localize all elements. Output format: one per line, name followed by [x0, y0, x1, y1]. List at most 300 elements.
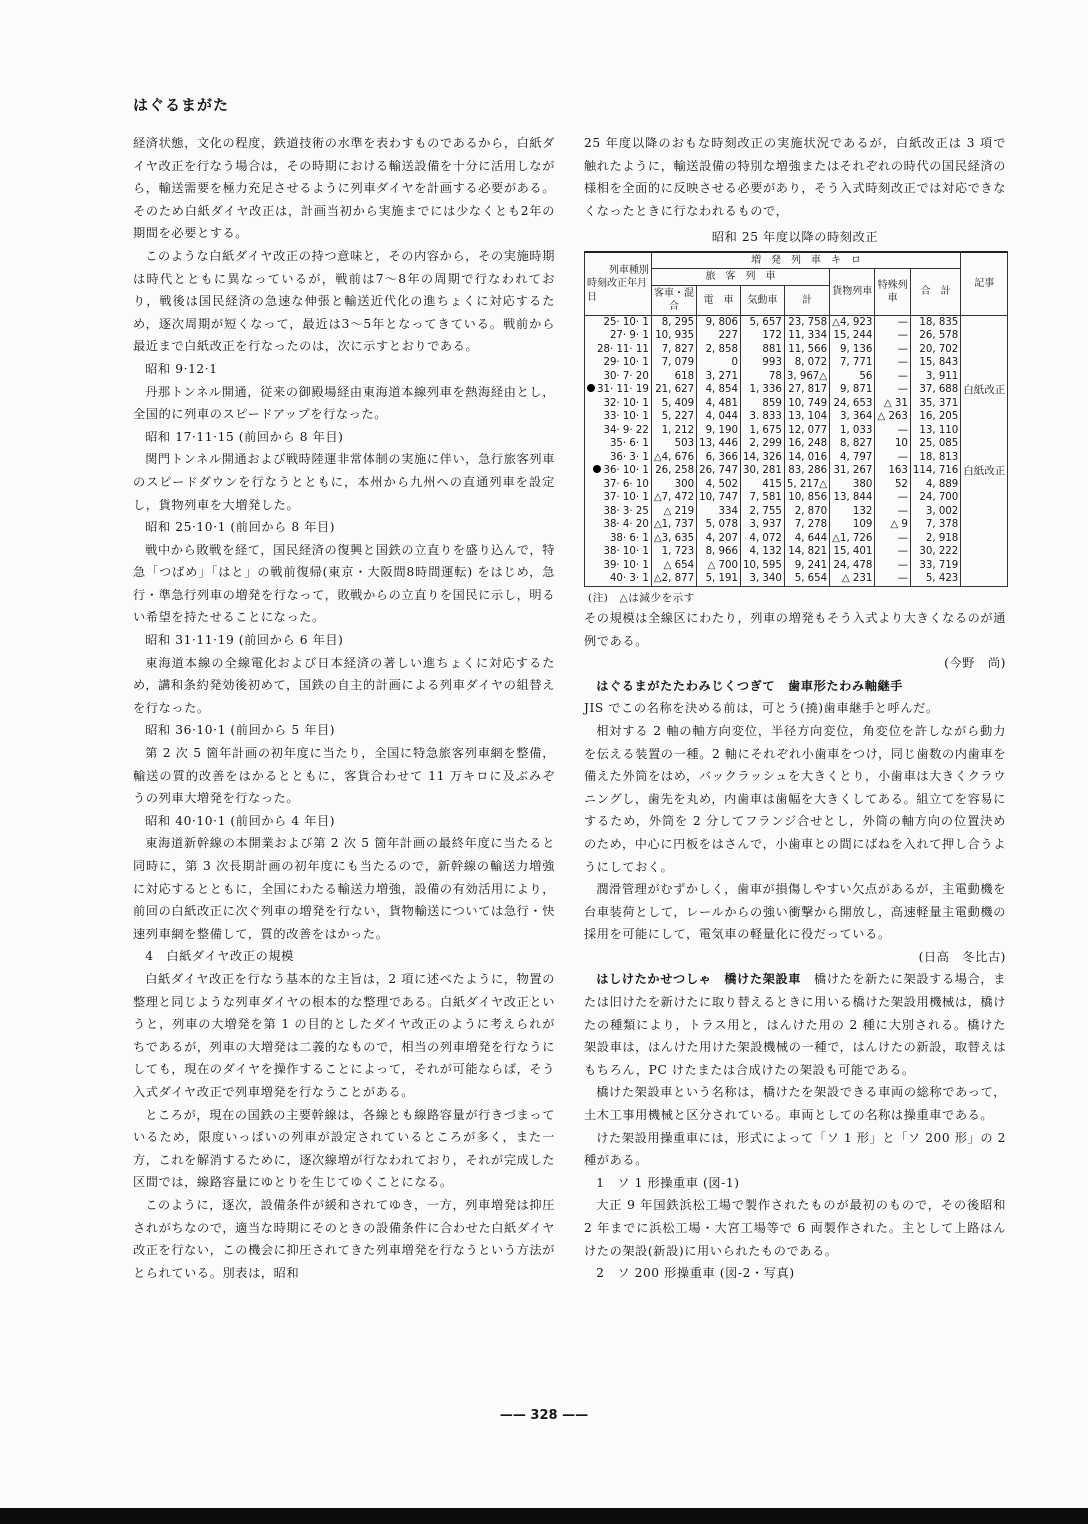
cell-dmu-value: 4, 072 — [749, 532, 782, 544]
revision-text: 東海道本線の全線電化および日本経済の著しい進ちょくに対応するため，講和条約発効後初めて，国鉄の自主的計画による列車ダイヤの組替えを行なった。 — [133, 655, 555, 715]
cell-mixed-value: 503 — [674, 438, 695, 450]
cell-emu-value: 4, 207 — [705, 532, 738, 544]
cell-total — [910, 424, 960, 438]
paragraph: このような白紙ダイヤ改正の持つ意味と，その内容から，その実施時期は時代とともに異なっているが，戦前は7～8年の周期で行なわれており，戦後は国民経済の急速な伸張と輸送近代化の進ちょくに対応するため，逐次周期が短くなって，最近は3～5年となってきている。戦前から最近まで白紙改正を行なったのは，次に示すとおりである。 — [133, 248, 555, 354]
cell-emu — [697, 532, 741, 546]
cell-remark — [961, 356, 1008, 370]
cell-mixed-value: 5, 227 — [661, 411, 695, 423]
revision-date: 昭和 25·10·1 (前回から 8 年目) — [145, 520, 336, 535]
cell-dmu — [740, 370, 784, 384]
cell-freight — [830, 370, 875, 384]
cell-remark — [961, 329, 1008, 343]
cell-date-value: 25· 10· 1 — [603, 316, 649, 328]
cell-remark — [961, 397, 1008, 411]
cell-dmu — [740, 464, 784, 478]
cell-mixed-value: 26, 258 — [655, 465, 695, 477]
cell-special-value: 52 — [894, 478, 908, 490]
paragraph: 経済状態，文化の程度，鉄道技術の水準を表わすものであるから，白紙ダイヤ改正を行なう場合は，その時期における輸送設備を十分に活用しながら，輸送需要を極力充足させるように列車ダイヤを計画する必要がある。そのため白紙ダイヤ改正は，計画当初から実施までには少なくとも2年の期間を必要とする。 — [133, 136, 555, 241]
cell-dmu-value: 1, 336 — [749, 384, 782, 396]
cell-dmu-value: 172 — [762, 330, 782, 342]
cell-date — [585, 572, 652, 586]
cell-emu-value: 5, 078 — [705, 519, 738, 531]
cell-date-value: 35· 6· 1 — [609, 438, 649, 450]
table-note: (注) △は減少を示す — [588, 591, 695, 604]
cell-total-value: 2, 918 — [925, 532, 959, 544]
cell-remark — [961, 343, 1008, 357]
page-number: —— 328 —— — [499, 1408, 589, 1423]
cell-date-value: 39· 10· 1 — [603, 559, 649, 571]
cell-total — [910, 383, 960, 397]
cell-date — [585, 315, 652, 329]
cell-dmu-value: 3, 937 — [749, 519, 782, 531]
cell-date — [585, 532, 652, 546]
cell-dmu — [740, 356, 784, 370]
cell-mixed — [651, 559, 696, 573]
cell-emu-value: 6, 366 — [705, 451, 738, 463]
cell-emu-value: 9, 806 — [705, 316, 738, 328]
cell-mixed-value: △2, 877 — [653, 573, 695, 585]
cell-subtotal — [784, 343, 829, 357]
running-header: はぐるまがた — [133, 96, 230, 114]
cell-emu-value: 4, 502 — [705, 478, 738, 490]
cell-remark — [961, 478, 1008, 492]
cell-subtotal-value: 2, 870 — [794, 505, 828, 517]
cell-subtotal — [784, 410, 829, 424]
cell-date — [585, 437, 652, 451]
cell-mixed — [651, 424, 696, 438]
cell-subtotal-value: 11, 566 — [788, 343, 828, 355]
cell-freight-value: 9, 136 — [839, 343, 873, 355]
cell-mixed-value: △ 654 — [663, 559, 695, 571]
cell-date — [585, 356, 652, 370]
cell-emu — [697, 343, 741, 357]
cell-mixed-value: △3, 635 — [653, 532, 695, 544]
cell-mixed-value: 300 — [674, 478, 695, 490]
cell-emu-value: 10, 747 — [699, 492, 738, 504]
cell-total-value: 30, 222 — [919, 546, 959, 558]
cell-mixed — [651, 451, 696, 465]
cell-emu — [697, 329, 741, 343]
cell-total-value: 13, 110 — [919, 424, 959, 436]
header-total: 合 計 — [910, 269, 960, 316]
cell-total-value: 20, 702 — [919, 343, 959, 355]
paragraph: 相対する 2 軸の軸方向変位，半径方向変位，角変位を許しながら動力を伝える装置の一種。2 軸にそれぞれ小歯車をつけ，同じ歯数の内歯車を備えた外筒をはめ，バックラッシュを大きくとり，小歯車は大きくクラウニングし，歯先を丸め，内歯車は歯幅を大きくしてある。組立てを容易にするため，外筒を 2 分してフランジ合せとし，外筒の軸方向の位置決めのため，中心に円板をはさんで，小歯車との間にばねを入れて押し合うようにしておく。 — [584, 723, 1006, 874]
cell-date — [585, 343, 652, 357]
cell-subtotal-value: 9, 241 — [794, 559, 828, 571]
glossary-text: 橋けたを新たに架設する場合，または旧けたを新けたに取り替えるときに用いる橋けた架設用機械は，橋けたの種類により，トラス用と，はんけた用の 2 種に大別される。橋けた架設車は，はんけた用けた架設機械の一種で，はんけたの新設，取替えはもちろん，PC けたまたは合成けたの架設も可能である。 — [584, 972, 1006, 1077]
cell-mixed — [651, 545, 696, 559]
cell-dmu — [740, 315, 784, 329]
cell-mixed — [651, 383, 696, 397]
cell-subtotal-value: 7, 278 — [794, 519, 828, 531]
cell-mixed — [651, 410, 696, 424]
table-row — [585, 505, 1008, 519]
cell-dmu — [740, 491, 784, 505]
cell-special — [875, 451, 911, 465]
cell-mixed — [651, 491, 696, 505]
cell-date-value: 37· 6· 10 — [603, 478, 649, 490]
cell-emu-value: 4, 854 — [705, 384, 738, 396]
table-row — [585, 397, 1008, 411]
header-date: 時刻改正年月日 — [587, 278, 647, 303]
paragraph: このように，逐次，設備条件が緩和されてゆき，一方，列車増発は抑圧されがちなので，適当な時期にそのときの設備条件に合わせた白紙ダイヤ改正を行ない，この機会に抑圧されてきた列車増発を行なうという方法がとられている。別表は，昭和 — [133, 1197, 555, 1280]
cell-date-value: 38· 4· 20 — [603, 519, 649, 531]
section-heading: 4 白紙ダイヤ改正の規模 — [145, 949, 294, 964]
author-signature: (今野 尚) — [944, 656, 1006, 671]
cell-total — [910, 464, 960, 478]
cell-total — [910, 329, 960, 343]
cell-date-value: 40· 3· 1 — [609, 573, 649, 585]
cell-mixed — [651, 518, 696, 532]
cell-total — [910, 518, 960, 532]
cell-subtotal — [784, 397, 829, 411]
cell-date — [585, 464, 652, 478]
table-row — [585, 437, 1008, 451]
cell-dmu — [740, 437, 784, 451]
cell-date-value: 30· 7· 20 — [603, 370, 649, 382]
cell-total — [910, 532, 960, 546]
cell-emu — [697, 478, 741, 492]
header-remark: 記事 — [961, 252, 1008, 316]
cell-emu — [697, 464, 741, 478]
revision-text: 丹那トンネル開通，従来の御殿場経由東海道本線列車を熱海経由とし，全国的に列車のスピードアップを行なった。 — [133, 384, 555, 422]
cell-subtotal-value: 12, 077 — [788, 424, 828, 436]
cell-date-value: 33· 10· 1 — [603, 411, 649, 423]
table-row — [585, 424, 1008, 438]
cell-special-value: — — [897, 357, 908, 369]
cell-subtotal — [784, 505, 829, 519]
cell-subtotal — [784, 370, 829, 384]
cell-subtotal-value: 14, 821 — [788, 546, 828, 558]
cell-special — [875, 437, 911, 451]
cell-emu-value: 2, 858 — [705, 343, 738, 355]
cell-emu-value: 13, 446 — [699, 438, 738, 450]
cell-remark — [961, 545, 1008, 559]
cell-special — [875, 315, 911, 329]
cell-subtotal-value: 10, 856 — [788, 492, 828, 504]
cell-freight — [830, 410, 875, 424]
cell-remark — [961, 410, 1008, 424]
cell-emu — [697, 424, 741, 438]
table-row — [585, 370, 1008, 384]
cell-emu-value: 4, 481 — [705, 397, 738, 409]
header-kind: 列車種別 — [608, 264, 649, 276]
paragraph: JIS でこの名称を決める前は，可とう(撓)歯車継手と呼んだ。 — [584, 701, 939, 716]
cell-dmu — [740, 343, 784, 357]
revision-date: 昭和 17·11·15 (前回から 8 年目) — [145, 429, 344, 444]
cell-freight-value: 1, 033 — [839, 424, 873, 436]
revision-date: 昭和 40·10·1 (前回から 4 年目) — [145, 813, 336, 828]
cell-date-value: 38· 10· 1 — [603, 546, 649, 558]
cell-total-value: 35, 371 — [919, 397, 959, 409]
cell-freight-value: 15, 244 — [833, 330, 873, 342]
cell-total — [910, 370, 960, 384]
cell-dmu — [740, 410, 784, 424]
cell-date-value: 32· 10· 1 — [603, 397, 649, 409]
cell-total-value: 15, 843 — [919, 357, 959, 369]
cell-total — [910, 451, 960, 465]
cell-mixed-value: 618 — [674, 370, 695, 382]
cell-freight — [830, 343, 875, 357]
cell-total — [910, 410, 960, 424]
header-emu: 電 車 — [697, 285, 741, 315]
cell-dmu-value: 1, 675 — [749, 424, 782, 436]
cell-total-value: 33, 719 — [919, 559, 959, 571]
cell-freight-value: 380 — [852, 478, 873, 490]
cell-mixed-value: 10, 935 — [655, 330, 695, 342]
cell-mixed-value: △7, 472 — [653, 492, 695, 504]
cell-mixed — [651, 343, 696, 357]
cell-remark — [961, 505, 1008, 519]
cell-freight — [830, 545, 875, 559]
cell-dmu-value: 881 — [762, 343, 782, 355]
header-kind-date — [585, 252, 652, 316]
cell-special — [875, 491, 911, 505]
glossary-term: はぐるまがたたわみじくつぎて 歯車形たわみ軸継手 — [596, 678, 904, 693]
cell-special — [875, 329, 911, 343]
cell-subtotal-value: 8, 072 — [794, 357, 828, 369]
cell-special — [875, 505, 911, 519]
cell-freight — [830, 518, 875, 532]
cell-freight — [830, 437, 875, 451]
table-row — [585, 343, 1008, 357]
paragraph: その規模は全線区にわたり，列車の増発もそう入式より大きくなるのが通例である。 — [584, 610, 1006, 648]
subsection-heading: 2 ソ 200 形操重車 (図-2・写真) — [596, 1266, 795, 1281]
cell-subtotal — [784, 315, 829, 329]
cell-total-value: 7, 378 — [925, 519, 959, 531]
cell-date-value: 36· 3· 1 — [609, 451, 649, 463]
cell-special — [875, 518, 911, 532]
cell-mixed-value: 8, 295 — [661, 316, 695, 328]
cell-mixed — [651, 478, 696, 492]
cell-special-value: — — [897, 330, 908, 342]
cell-emu-value: 26, 747 — [699, 465, 738, 477]
paragraph: 25 年度以降のおもな時刻改正の実施状況であるが，白紙改正は 3 項で触れたように，輸送設備の特別な増強またはそれぞれの時代の国民経済の様相を全面的に反映させる必要があり，そう入式時刻改正では対応できなくなったときに行なわれるもので， — [584, 136, 1006, 218]
cell-emu-value: 8, 966 — [705, 546, 738, 558]
cell-subtotal-value: 3, 967△ — [786, 370, 828, 382]
cell-date — [585, 424, 652, 438]
cell-date — [585, 329, 652, 343]
cell-subtotal-value: 5, 654 — [794, 573, 828, 585]
cell-freight — [830, 505, 875, 519]
revision-text: 第 2 次 5 箇年計画の初年度に当たり，全国に特急旅客列車網を整備，輸送の質的改善をはかるとともに，客貨合わせて 11 万キロに及ぶみぞうの列車大増発を行なった。 — [133, 746, 555, 806]
cell-date-value: 31· 11· 19 — [597, 384, 649, 396]
cell-emu-value: 4, 044 — [705, 411, 738, 423]
author-signature: (日高 冬比古) — [918, 949, 1006, 964]
cell-special — [875, 383, 911, 397]
cell-mixed-value: △1, 737 — [653, 519, 695, 531]
header-increase: 増 発 列 車 キ ロ — [651, 252, 960, 269]
cell-special — [875, 370, 911, 384]
cell-remark — [961, 451, 1008, 465]
timetable-revision-table — [584, 251, 1008, 587]
glossary-entry — [584, 968, 1006, 1081]
cell-subtotal — [784, 545, 829, 559]
scan-edge-bar — [0, 1508, 1088, 1524]
cell-special — [875, 464, 911, 478]
cell-freight-value: 24, 478 — [833, 559, 873, 571]
cell-subtotal — [784, 356, 829, 370]
cell-special-value: △ 9 — [890, 519, 908, 531]
cell-total — [910, 343, 960, 357]
cell-special-value: — — [897, 559, 908, 571]
cell-emu — [697, 356, 741, 370]
cell-special-value: △ 31 — [883, 397, 908, 409]
cell-total-value: 18, 813 — [919, 451, 959, 463]
cell-dmu — [740, 518, 784, 532]
cell-freight-value: 8, 827 — [839, 438, 873, 450]
cell-freight-value: 4, 797 — [839, 451, 873, 463]
cell-mixed-value: 5, 409 — [661, 397, 695, 409]
right-column — [584, 132, 1006, 1285]
cell-dmu-value: 2, 755 — [749, 505, 782, 517]
revision-date: 昭和 9·12·1 — [145, 361, 218, 376]
cell-subtotal-value: 13, 104 — [788, 411, 828, 423]
cell-total — [910, 315, 960, 329]
cell-date — [585, 478, 652, 492]
cell-special — [875, 356, 911, 370]
cell-subtotal — [784, 329, 829, 343]
cell-emu-value: 9, 190 — [705, 424, 738, 436]
cell-mixed — [651, 356, 696, 370]
table-row — [585, 572, 1008, 586]
cell-subtotal-value: 16, 248 — [788, 438, 828, 450]
cell-dmu — [740, 383, 784, 397]
cell-dmu-value: 5, 657 — [749, 316, 782, 328]
cell-date — [585, 397, 652, 411]
cell-special-value: — — [897, 384, 908, 396]
cell-date — [585, 491, 652, 505]
cell-emu — [697, 437, 741, 451]
cell-freight — [830, 464, 875, 478]
cell-freight-value: 3, 364 — [839, 411, 873, 423]
cell-date — [585, 559, 652, 573]
cell-freight — [830, 356, 875, 370]
left-column — [133, 132, 555, 1284]
cell-mixed — [651, 437, 696, 451]
cell-dmu-value: 30, 281 — [742, 465, 782, 477]
cell-total-value: 114, 716 — [912, 465, 959, 477]
paragraph: 大正 9 年国鉄浜松工場で製作されたものが最初のもので，その後昭和 2 年までに浜松工場・大宮工場等で 6 両製作された。主として上路はんけたの架設(新設)に用いられたものである。 — [584, 1198, 1006, 1258]
cell-emu — [697, 518, 741, 532]
cell-freight — [830, 383, 875, 397]
cell-date — [585, 370, 652, 384]
cell-remark — [961, 559, 1008, 573]
cell-dmu-value: 7, 581 — [749, 492, 782, 504]
cell-freight — [830, 478, 875, 492]
header-passenger: 旅 客 列 車 — [651, 269, 829, 286]
table-row — [585, 518, 1008, 532]
cell-date-value: 34· 9· 22 — [603, 424, 649, 436]
cell-dmu — [740, 451, 784, 465]
cell-mixed — [651, 370, 696, 384]
subsection-heading: 1 ソ 1 形操重車 (図-1) — [596, 1175, 740, 1190]
cell-total-value: 18, 835 — [919, 316, 959, 328]
cell-total-value: 3, 911 — [925, 370, 959, 382]
cell-dmu-value: 2, 299 — [749, 438, 782, 450]
cell-emu — [697, 410, 741, 424]
cell-subtotal — [784, 491, 829, 505]
cell-remark — [961, 424, 1008, 438]
cell-mixed-value: 7, 827 — [661, 343, 695, 355]
glossary-term: はしけたかせつしゃ 橋けた架設車 — [596, 972, 802, 987]
cell-total — [910, 356, 960, 370]
cell-total-value: 4, 889 — [925, 478, 959, 490]
revision-text: 戦中から敗戦を経て，国民経済の復興と国鉄の立直りを盛り込んで，特急「つばめ」「はと」の戦前復帰(東京・大阪間8時間運転) をはじめ，急行・準急行列車の増発を行なって，敗戦からの立直りを国民に示し，明るい希望を持たせることになった。 — [133, 542, 555, 625]
table-row — [585, 491, 1008, 505]
cell-freight — [830, 315, 875, 329]
cell-date-value: 28· 11· 11 — [597, 343, 649, 355]
cell-emu — [697, 383, 741, 397]
cell-freight-value: 132 — [852, 505, 873, 517]
cell-remark — [961, 572, 1008, 586]
cell-emu — [697, 397, 741, 411]
cell-subtotal-value: 11, 334 — [788, 330, 828, 342]
cell-mixed-value: △4, 676 — [653, 451, 695, 463]
cell-remark — [961, 518, 1008, 532]
table-caption: 昭和 25 年度以降の時刻改正 — [711, 230, 879, 245]
cell-freight-value: 24, 653 — [833, 397, 873, 409]
cell-emu-value: 227 — [718, 330, 738, 342]
table-row — [585, 383, 1008, 397]
cell-dmu — [740, 397, 784, 411]
revision-text: 東海道新幹線の本開業および第 2 次 5 箇年計画の最終年度に当たると同時に，第 3 次長期計画の初年度にも当たるので，新幹線の輸送力増強に対応するとともに，全国にわたる輸送力増強，設備の有効活用により，前回の白紙改正に次ぐ列車の増発を行ない，貨物輸送については急行・快速列車網を整備して，質的改善をはかった。 — [133, 836, 555, 941]
cell-subtotal — [784, 383, 829, 397]
cell-total — [910, 545, 960, 559]
cell-subtotal — [784, 437, 829, 451]
cell-emu-value: 3, 271 — [705, 370, 738, 382]
cell-dmu-value: 859 — [762, 397, 782, 409]
cell-freight — [830, 451, 875, 465]
cell-emu-value: 5, 191 — [705, 573, 738, 585]
cell-subtotal-value: 83, 286 — [788, 465, 828, 477]
cell-mixed — [651, 505, 696, 519]
table-row — [585, 329, 1008, 343]
cell-date — [585, 545, 652, 559]
cell-mixed — [651, 397, 696, 411]
cell-freight-value: 13, 844 — [833, 492, 873, 504]
cell-date — [585, 505, 652, 519]
cell-freight — [830, 572, 875, 586]
cell-dmu — [740, 545, 784, 559]
cell-mixed-value: 21, 627 — [655, 384, 695, 396]
cell-emu — [697, 370, 741, 384]
cell-date-value: 27· 9· 1 — [609, 330, 649, 342]
bullet-icon — [587, 384, 595, 392]
cell-special — [875, 397, 911, 411]
cell-freight — [830, 491, 875, 505]
cell-dmu — [740, 532, 784, 546]
cell-emu-value: △ 700 — [707, 559, 738, 571]
cell-mixed — [651, 572, 696, 586]
table-body — [585, 315, 1008, 586]
cell-subtotal — [784, 572, 829, 586]
table-row — [585, 315, 1008, 329]
cell-subtotal-value: 5, 217△ — [786, 478, 828, 490]
header-freight: 貨物列車 — [830, 269, 875, 316]
cell-special-value: — — [897, 573, 908, 585]
cell-dmu-value: 993 — [762, 357, 782, 369]
cell-subtotal — [784, 478, 829, 492]
cell-mixed — [651, 315, 696, 329]
cell-remark — [961, 532, 1008, 546]
cell-total-value: 26, 578 — [919, 330, 959, 342]
cell-freight-value: △4, 923 — [832, 316, 873, 328]
cell-emu — [697, 572, 741, 586]
cell-special-value: — — [897, 451, 908, 463]
cell-emu — [697, 491, 741, 505]
cell-freight — [830, 424, 875, 438]
